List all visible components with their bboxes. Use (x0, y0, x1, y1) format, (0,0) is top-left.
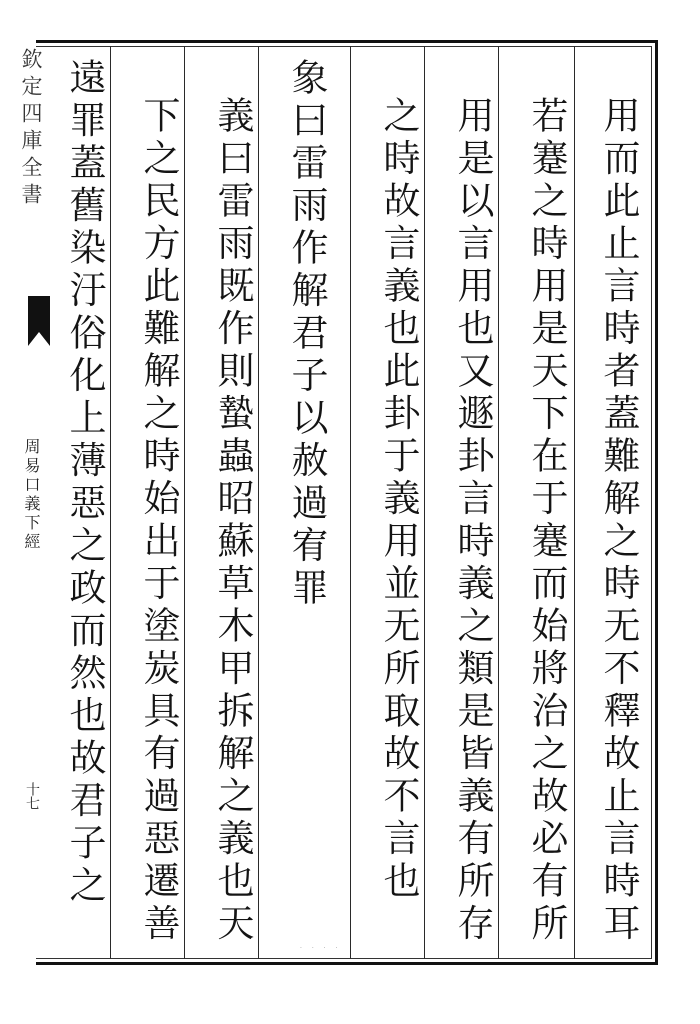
running-title: 周易口義下經 (22, 438, 41, 552)
text-column-6: 義曰雷雨既作則蟄蟲昭蘇草木甲拆解之義也天 (211, 96, 254, 946)
text-column-8: 遠罪蓋舊染汙俗化上薄惡之政而然也故君子之 (63, 58, 106, 908)
column-rule (350, 46, 351, 959)
column-rule (574, 46, 575, 959)
edge-title: 欽定四庫全書 (19, 48, 43, 210)
print-speckle: · · · · (300, 945, 342, 952)
text-column-4: 之時故言義也此卦于義用並无所取故不言也 (377, 96, 420, 904)
text-column-1: 用而此止言時者蓋難解之時无不釋故止言時耳 (597, 96, 640, 946)
text-column-3: 用是以言用也又遯卦言時義之類是皆義有所存 (451, 96, 494, 946)
text-column-5: 象曰雷雨作解君子以赦過宥罪 (285, 58, 328, 611)
page-number: 十七 (24, 782, 40, 810)
text-column-2: 若蹇之時用是天下在于蹇而始將治之故必有所 (525, 96, 568, 946)
text-column-7: 下之民方此難解之時始出于塗炭具有過惡遷善 (137, 96, 180, 946)
